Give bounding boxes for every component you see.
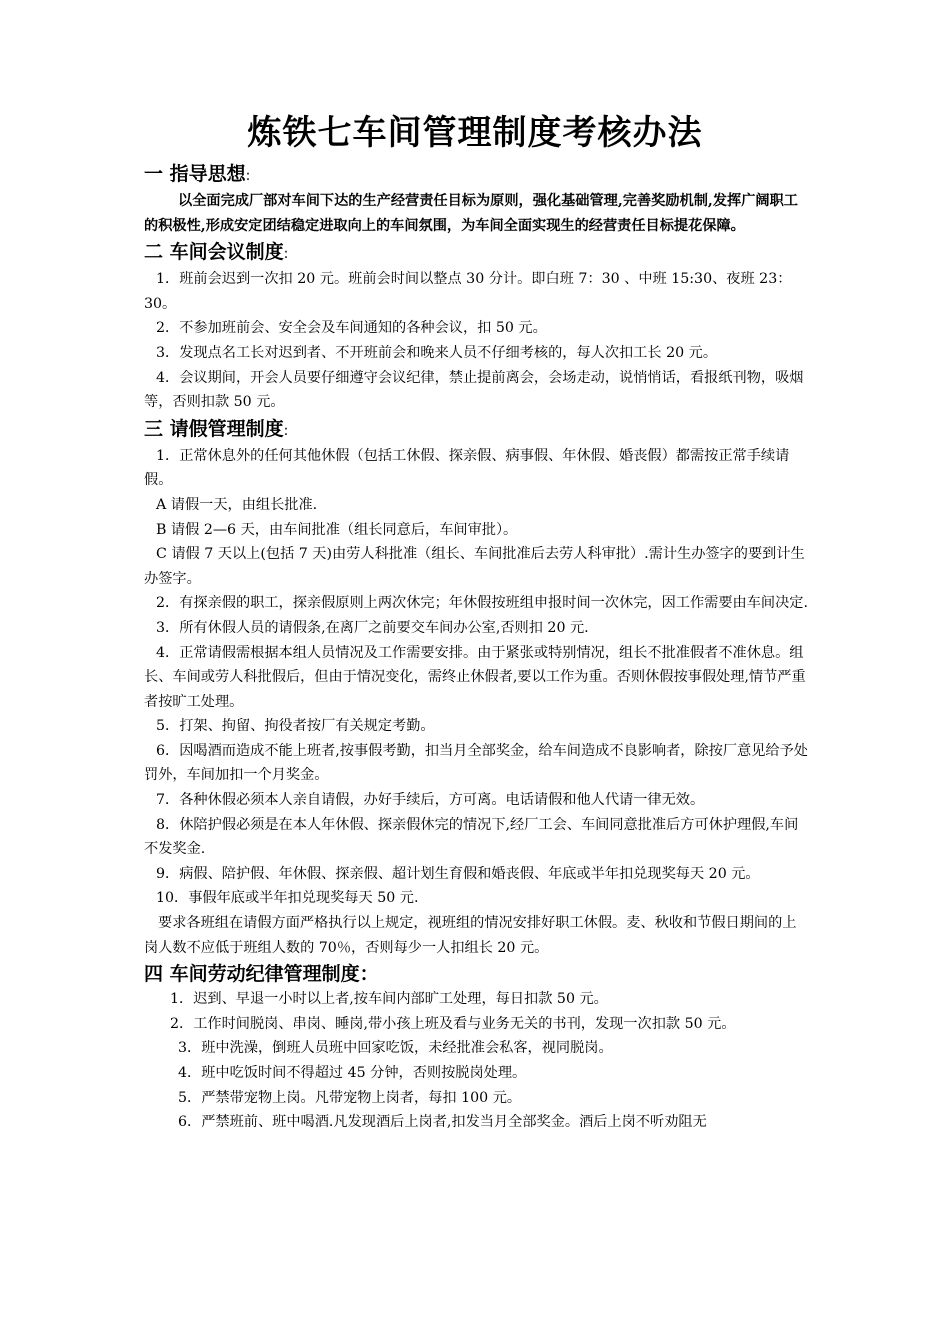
list-item: 5．打架、拘留、拘役者按厂有关规定考勤。 [156, 718, 435, 735]
list-item: 4．会议期间，开会人员要仔细遵守会议纪律，禁止提前离会，会场走动，说悄悄话，看报纸刊物，吸烟等，否则扣款 50 元。 [144, 369, 804, 411]
list-item: 3．班中洗澡，倒班人员班中回家吃饭，未经批准会私客，视同脱岗。 [178, 1040, 613, 1057]
heading-colon: : [283, 422, 289, 439]
section-heading-labor-discipline: 四 车间劳动纪律管理制度： [144, 963, 379, 986]
list-item: 1．正常休息外的任何其他休假（包括工休假、探亲假、病事假、年休假、婚丧假）都需按正常手续请假。 [144, 447, 790, 489]
section-heading-meeting-rules [144, 239, 808, 267]
list-item: 4．正常请假需根据本组人员情况及工作需要安排。由于紧张或特别情况，组长不批准假者不准休息。组长、车间或劳人科批假后，但由于情况变化，需终止休假者,要以工作为重。否则休假按事假处理,情节严重者按旷工处理。 [144, 644, 806, 710]
paragraph: 要求各班组在请假方面严格执行以上规定，视班组的情况安排好职工休假。麦、秋收和节假日期间的上岗人数不应低于班组人数的 70％，否则每少一人扣组长 20 元。 [144, 915, 797, 956]
list-item: 10．事假年底或半年扣兑现奖每天 50 元. [156, 890, 419, 907]
section-heading-text: 三 请假管理制度 [144, 417, 284, 440]
list-item: 2．工作时间脱岗、串岗、睡岗,带小孩上班及看与业务无关的书刊，发现一次扣款 50 元。 [170, 1015, 736, 1032]
list-item: B 请假 2—6 天，由车间批准（组长同意后，车间审批）。 [156, 521, 518, 538]
paragraph: 以全面完成厂部对车间下达的生产经营责任目标为原则，强化基础管理,完善奖励机制,发挥广阔职工的积极性,形成安定团结稳定进取向上的车间氛围，为车间全面实现生的经营责任目标提花保障。 [144, 193, 798, 234]
list-item: 8．休陪护假必须是在本人年休假、探亲假休完的情况下,经厂工会、车间同意批准后方可休护理假,车间不发奖金. [144, 816, 799, 858]
list-item: A 请假一天，由组长批准. [156, 496, 318, 513]
section-heading-text: 一 指导思想 [144, 163, 246, 185]
section-heading-guiding-ideology [144, 161, 808, 189]
document-body [144, 160, 808, 1135]
document-title: 炼铁七车间管理制度考核办法 [247, 113, 703, 153]
section-heading-text: 二 车间会议制度 [144, 241, 284, 264]
list-item: 9．病假、陪护假、年休假、探亲假、超计划生育假和婚丧假、年底或半年扣兑现奖每天 20 元。 [156, 865, 760, 882]
section-heading-leave-rules [144, 416, 808, 444]
list-item: 7．各种休假必须本人亲自请假，办好手续后，方可离。电话请假和他人代请一律无效。 [156, 792, 705, 809]
list-item: 1．迟到、早退一小时以上者,按车间内部旷工处理，每日扣款 50 元。 [170, 991, 608, 1008]
heading-colon: : [283, 246, 289, 263]
list-item: 1．班前会迟到一次扣 20 元。班前会时间以整点 30 分计。即白班 7：30 、中班 15:30、夜班 23：30。 [144, 271, 792, 312]
list-item: 4．班中吃饭时间不得超过 45 分钟，否则按脱岗处理。 [178, 1065, 527, 1081]
list-item: 2．不参加班前会、安全会及车间通知的各种会议，扣 50 元。 [156, 320, 547, 337]
heading-colon: : [245, 168, 251, 184]
list-item: 2．有探亲假的职工，探亲假原则上两次休完；年休假按班组申报时间一次休完，因工作需要由车间决定. [156, 595, 808, 612]
list-item: C 请假 7 天以上(包括 7 天)由劳人科批准（组长、车间批准后去劳人科审批）.需计生办签字的要到计生办签字。 [144, 546, 805, 587]
list-item: 5．严禁带宠物上岗。凡带宠物上岗者，每扣 100 元。 [178, 1089, 522, 1106]
list-item: 6．因喝酒而造成不能上班者,按事假考勤，扣当月全部奖金，给车间造成不良影响者，除按厂意见给予处罚外，车间加扣一个月奖金。 [144, 742, 808, 784]
list-item: 6．严禁班前、班中喝酒.凡发现酒后上岗者,扣发当月全部奖金。酒后上岗不听劝阻无 [178, 1114, 707, 1131]
list-item: 3．发现点名工长对迟到者、不开班前会和晚来人员不仔细考核的，每人次扣工长 20 元。 [156, 344, 718, 361]
list-item: 3．所有休假人员的请假条,在离厂之前要交车间办公室,否则扣 20 元. [156, 619, 589, 636]
